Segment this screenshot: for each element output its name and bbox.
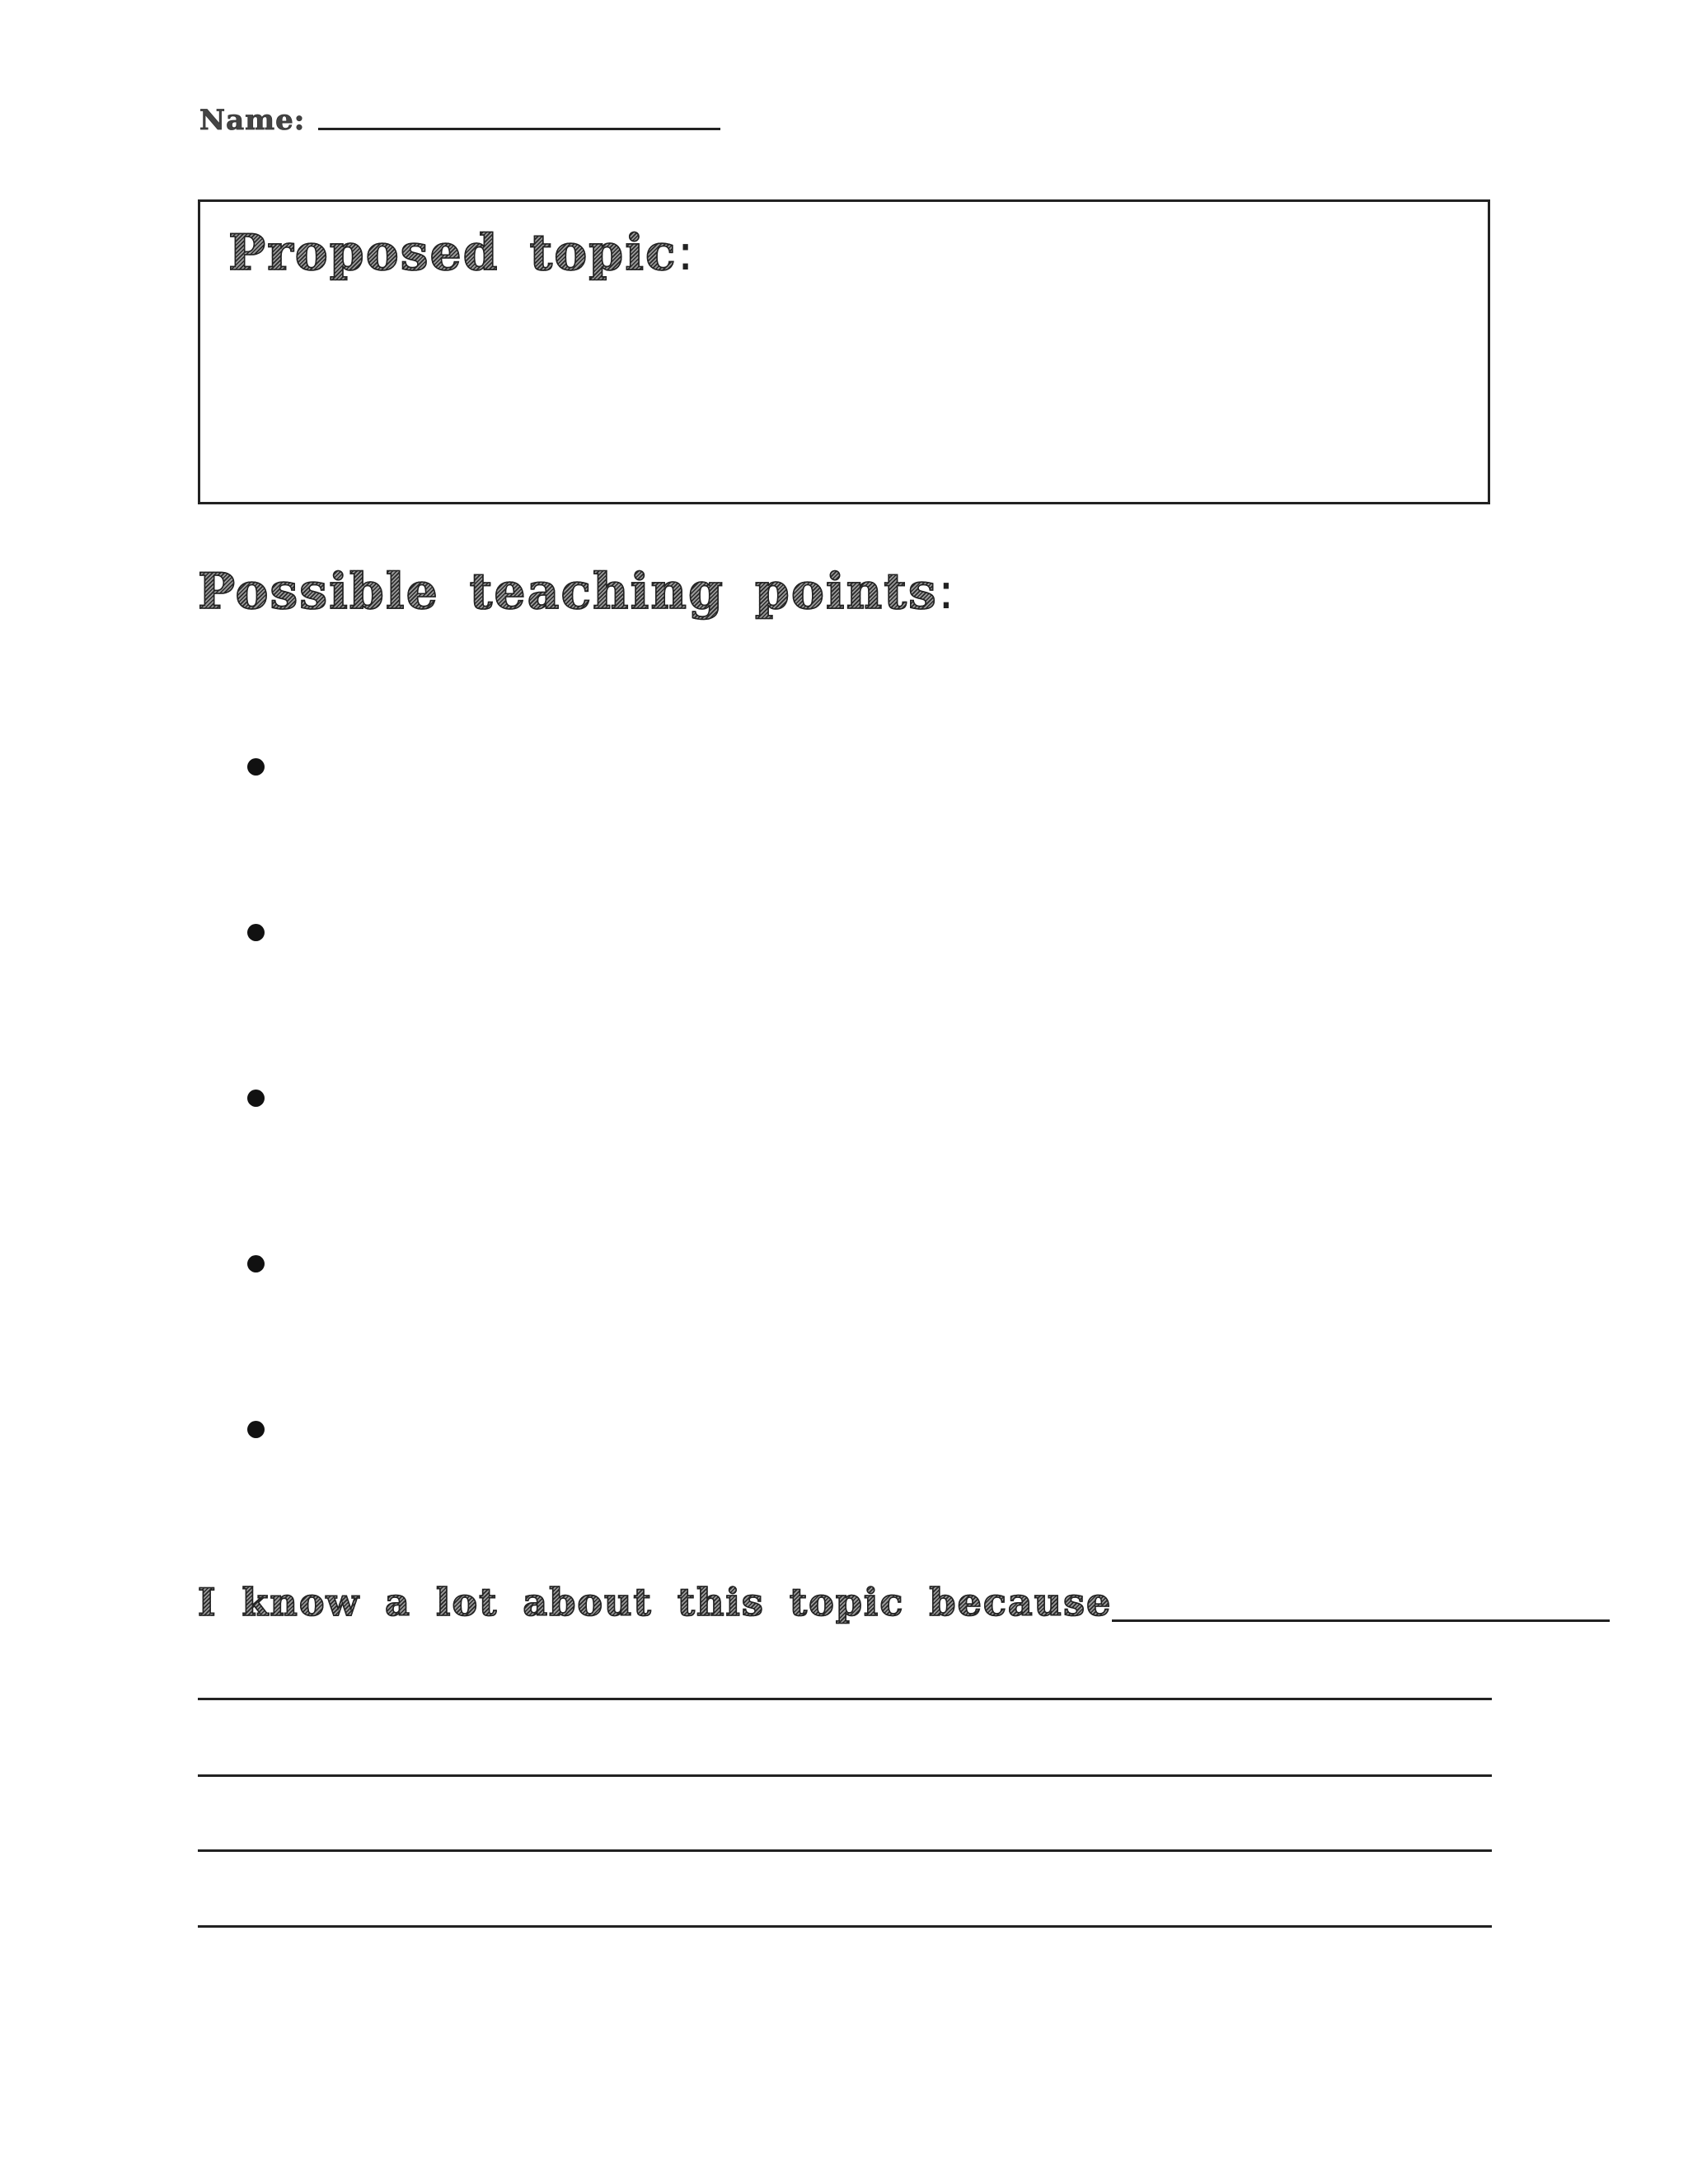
- bullet-icon: [247, 1255, 265, 1272]
- writing-line[interactable]: [198, 1698, 1492, 1700]
- teaching-points-heading-text: Possible teaching points: [198, 563, 938, 621]
- writing-line[interactable]: [198, 1849, 1492, 1852]
- knowledge-prompt-row: [198, 1577, 1610, 1627]
- name-label: Name:: [199, 104, 306, 137]
- teaching-points-heading: [198, 559, 954, 625]
- writing-line[interactable]: [198, 1774, 1492, 1777]
- name-row: [199, 97, 720, 137]
- proposed-topic-colon: :: [677, 224, 694, 282]
- knowledge-answer-line[interactable]: [1112, 1619, 1610, 1622]
- teaching-points-colon: :: [937, 563, 954, 621]
- proposed-topic-label: [228, 222, 694, 284]
- proposed-topic-text: Proposed topic: [228, 224, 678, 282]
- bullet-icon: [247, 1421, 265, 1438]
- knowledge-prompt: I know a lot about this topic because: [198, 1577, 1112, 1627]
- bullet-icon: [247, 1090, 265, 1107]
- proposed-topic-box[interactable]: [198, 199, 1490, 504]
- writing-line[interactable]: [198, 1925, 1492, 1928]
- bullet-icon: [247, 924, 265, 941]
- bullet-icon: [247, 758, 265, 776]
- name-field[interactable]: [318, 128, 720, 130]
